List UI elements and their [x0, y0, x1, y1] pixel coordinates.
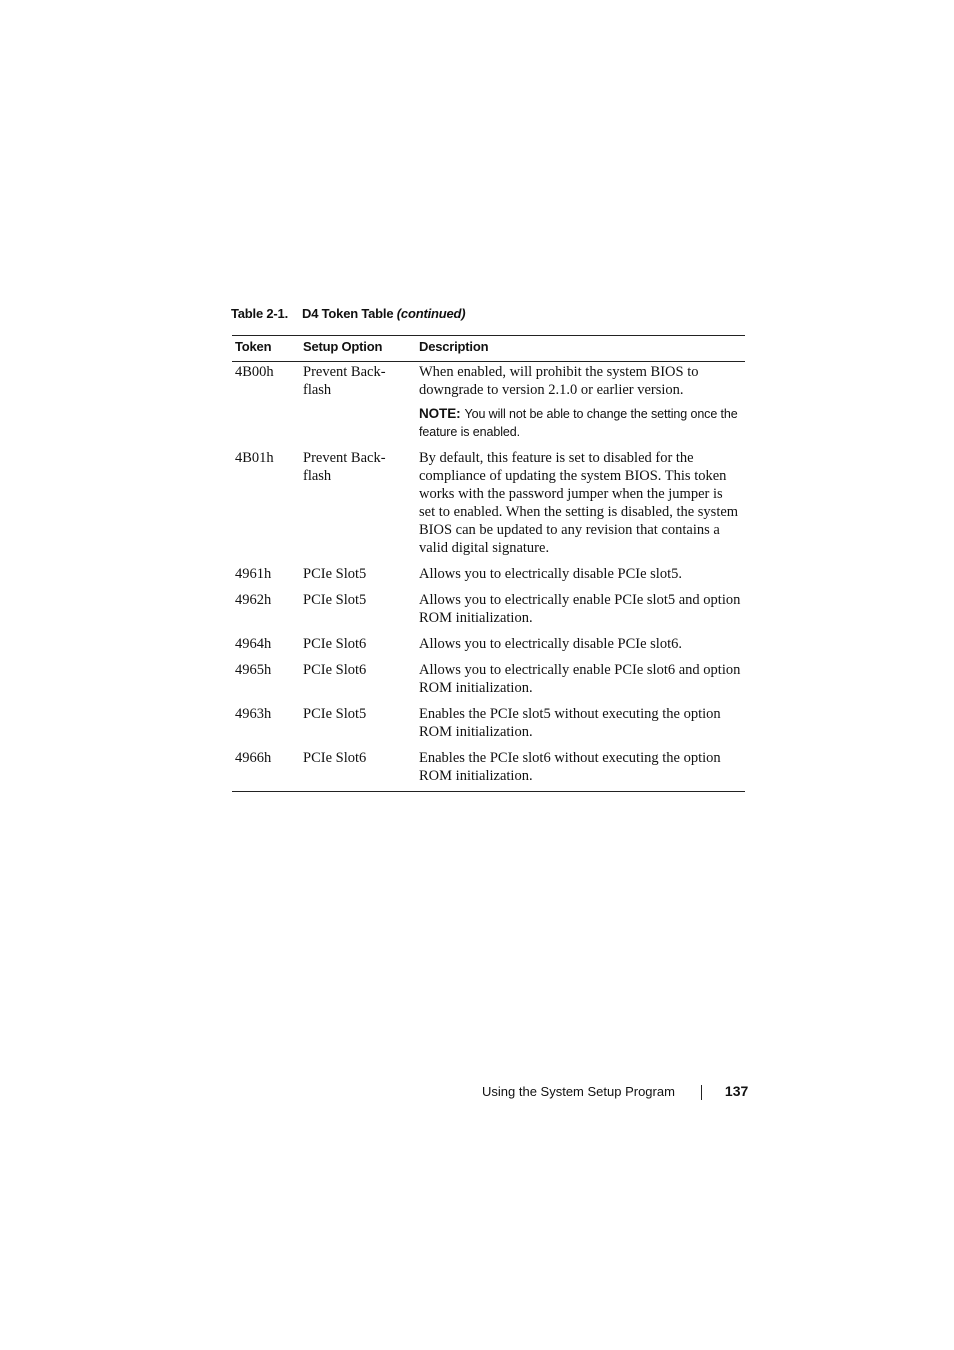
token-cell: 4964h	[235, 636, 272, 652]
table-number: Table 2-1.	[231, 306, 289, 321]
token-cell: 4962h	[235, 592, 272, 608]
note-label: NOTE:	[419, 406, 461, 421]
setup-option-cell: PCIe Slot5	[303, 706, 367, 722]
page-footer	[482, 1083, 748, 1100]
description-cell: Allows you to electrically enable PCIe slot6 and option ROM initialization.	[419, 662, 741, 696]
table-row	[232, 564, 745, 590]
description-cell: Enables the PCIe slot5 without executing the option ROM initialization.	[419, 706, 721, 740]
note-block	[419, 405, 741, 441]
footer-section-title: Using the System Setup Program	[482, 1084, 675, 1099]
description-cell	[416, 362, 745, 449]
table-row	[232, 634, 745, 660]
table-row	[232, 590, 745, 634]
header-description: Description	[416, 336, 745, 362]
header-token: Token	[232, 336, 300, 362]
note-text: You will not be able to change the setting once the feature is enabled.	[419, 407, 738, 439]
token-cell: 4B01h	[235, 450, 274, 466]
setup-option-cell: PCIe Slot6	[303, 636, 367, 652]
token-cell: 4B00h	[235, 364, 274, 380]
setup-option-cell: Prevent Back-flash	[303, 364, 386, 398]
token-cell: 4961h	[235, 566, 272, 582]
setup-option-cell: PCIe Slot5	[303, 592, 367, 608]
description-cell: By default, this feature is set to disabled for the compliance of updating the system BIOS. This token works with the password jumper when the jumper is set to enabled. When the setting is disabled, the system BIOS can be updated to any revision that contains a valid digital signature.	[419, 450, 739, 556]
description-cell: Allows you to electrically disable PCIe slot5.	[419, 566, 682, 582]
setup-option-cell: PCIe Slot5	[303, 566, 367, 582]
table-row	[232, 704, 745, 748]
token-cell: 4963h	[235, 706, 272, 722]
description-cell: Allows you to electrically enable PCIe slot5 and option ROM initialization.	[419, 592, 741, 626]
table-row	[232, 748, 745, 792]
setup-option-cell: Prevent Back-flash	[303, 450, 386, 484]
table-row	[232, 448, 745, 564]
page-number: 137	[724, 1083, 749, 1099]
table-continued: (continued)	[396, 306, 466, 321]
d4-token-table	[232, 335, 745, 792]
description-cell: Enables the PCIe slot6 without executing the option ROM initialization.	[416, 748, 745, 792]
token-cell: 4966h	[232, 748, 300, 792]
description-cell: Allows you to electrically disable PCIe slot6.	[419, 636, 682, 652]
table-header-row	[232, 336, 745, 362]
token-cell: 4965h	[235, 662, 272, 678]
footer-separator	[701, 1085, 702, 1100]
table-row	[232, 660, 745, 704]
header-setup-option: Setup Option	[300, 336, 416, 362]
setup-option-cell: PCIe Slot6	[303, 662, 367, 678]
description-text: When enabled, will prohibit the system BIOS to downgrade to version 2.1.0 or earlier version.	[419, 364, 699, 398]
table-caption	[231, 306, 465, 321]
setup-option-cell: PCIe Slot6	[300, 748, 416, 792]
table-title: D4 Token Table	[302, 306, 394, 321]
table-row	[232, 362, 745, 449]
